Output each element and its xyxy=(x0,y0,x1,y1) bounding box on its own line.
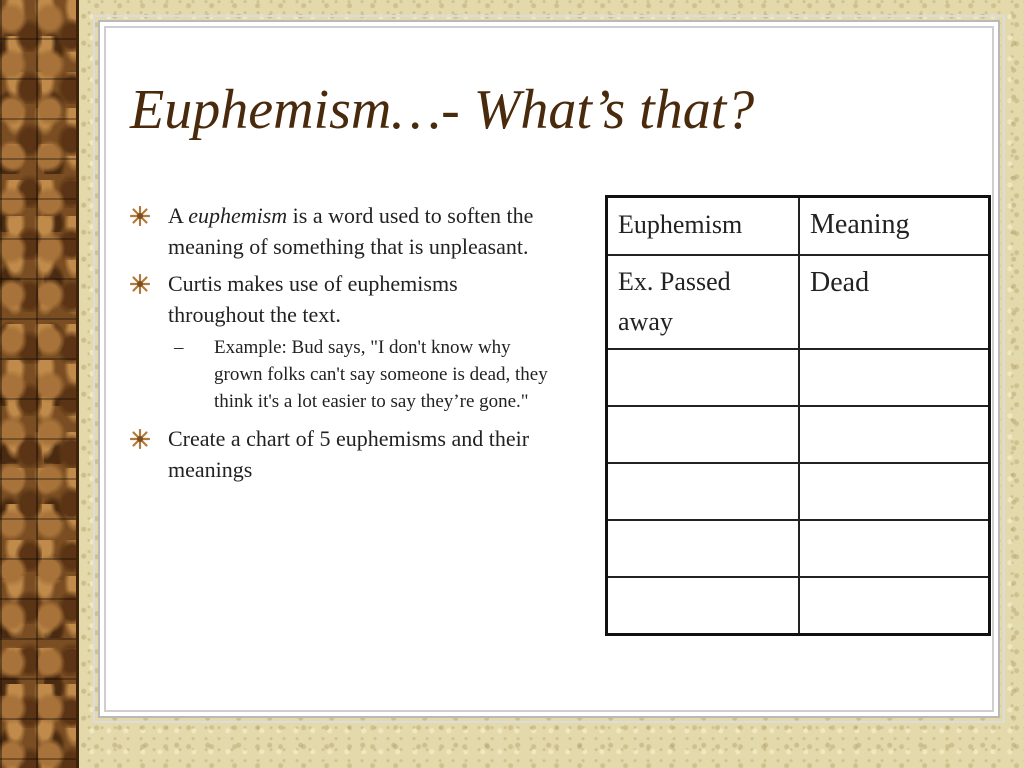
blank-cell xyxy=(607,349,800,406)
asterisk-star-icon xyxy=(130,274,150,294)
bullet-text: Curtis makes use of euphemisms throughout the text. xyxy=(168,271,458,327)
blank-cell xyxy=(799,520,990,577)
asterisk-star-icon xyxy=(130,429,150,449)
blank-cell xyxy=(799,463,990,520)
blank-cell xyxy=(607,520,800,577)
blank-cell xyxy=(607,463,800,520)
euphemism-table xyxy=(605,195,991,636)
bullet-text: Create a chart of 5 euphemisms and their meanings xyxy=(168,426,530,482)
asterisk-star-icon xyxy=(130,206,150,226)
blank-cell xyxy=(799,349,990,406)
sub-bullet-list xyxy=(168,334,550,415)
table-row xyxy=(607,463,990,520)
blank-cell xyxy=(799,406,990,463)
header-meaning: Meaning xyxy=(799,197,990,256)
sub-bullet-example xyxy=(168,334,550,415)
sub-bullet-text: Example: Bud says, "I don't know why grown folks can't say someone is dead, they think it's a lot easier to say they’re gone." xyxy=(214,337,548,412)
bullet-list xyxy=(130,200,550,491)
bullet-item-task xyxy=(130,423,550,485)
example-euphemism-cell: Ex. Passed away xyxy=(607,255,800,349)
table-header-row xyxy=(607,197,990,256)
bullet-prefix: A xyxy=(168,203,189,228)
table-row xyxy=(607,349,990,406)
table-row xyxy=(607,406,990,463)
table-row xyxy=(607,255,990,349)
blank-cell xyxy=(799,577,990,635)
bullet-emphasis: euphemism xyxy=(188,203,288,228)
table-row xyxy=(607,520,990,577)
bullet-suffix: is a word used to soften the meaning of something that is unpleasant. xyxy=(168,203,534,259)
decorative-wood-strip xyxy=(0,0,79,768)
blank-cell xyxy=(607,577,800,635)
header-euphemism: Euphemism xyxy=(607,197,800,256)
slide-title: Euphemism…- What’s that? xyxy=(130,79,755,141)
example-meaning-cell: Dead xyxy=(799,255,990,349)
blank-cell xyxy=(607,406,800,463)
table-row xyxy=(607,577,990,635)
bullet-item-curtis xyxy=(130,268,550,415)
dash-marker: – xyxy=(174,337,184,358)
bullet-item-definition xyxy=(130,200,550,262)
